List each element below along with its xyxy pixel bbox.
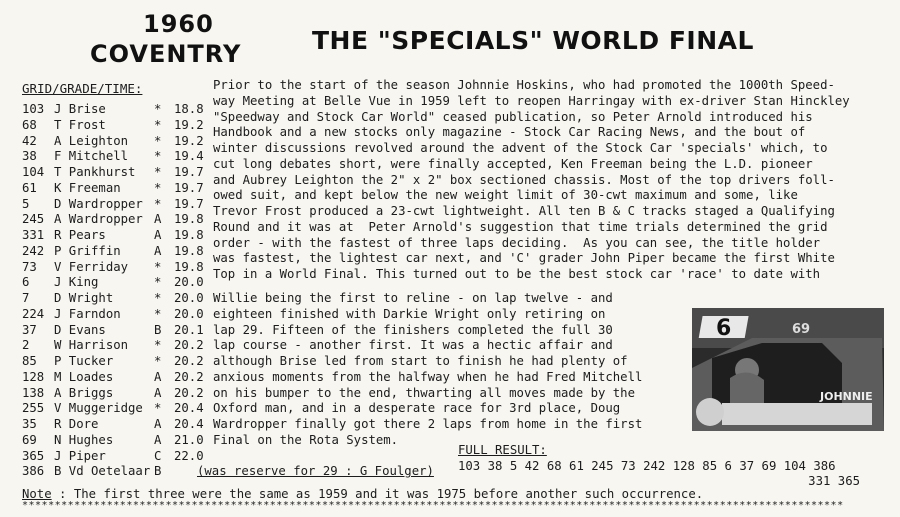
article-line: owed suit, and kept below the new weight limit of 30-cwt maximum and some, like xyxy=(213,188,798,203)
reserve-note: (was reserve for 29 : G Foulger) xyxy=(197,464,434,479)
grid-grade: * xyxy=(154,401,162,416)
grid-time: 19.7 xyxy=(174,165,204,179)
rear-number: 69 xyxy=(792,322,811,337)
grid-time: 20.4 xyxy=(174,417,204,431)
grid-time: 20.4 xyxy=(174,401,204,416)
grid-name: F Mitchell xyxy=(54,149,129,164)
grid-no: 365 xyxy=(22,448,45,463)
grid-grade: * xyxy=(154,117,162,132)
grid-no: 224 xyxy=(22,306,45,321)
grid-no: 61 xyxy=(22,180,37,195)
grid-no: 7 xyxy=(22,291,30,305)
grid-grade: * xyxy=(154,180,162,195)
article-line: way Meeting at Belle Vue in 1959 left to reopen Harringay with ex-driver Stan Hinckley xyxy=(213,93,850,108)
grid-time: 19.8 xyxy=(174,243,204,258)
divider-asterisks: ****************************************************************************************************************************** xyxy=(22,500,844,511)
grid-name: P Tucker xyxy=(54,354,114,368)
grid-name: T Frost xyxy=(54,117,106,132)
grid-grade: * xyxy=(154,275,162,290)
article-line: eighteen finished with Darkie Wright only retiring on xyxy=(213,306,606,321)
grid-time: 20.2 xyxy=(174,354,204,368)
grid-grade: B xyxy=(154,322,162,337)
article-paragraph-top xyxy=(213,78,893,283)
grid-no: 37 xyxy=(22,322,37,337)
page-title: THE "SPECIALS" WORLD FINAL xyxy=(312,26,754,55)
article-paragraph-left xyxy=(213,291,693,449)
article-line: although Brise led from start to finish he had plenty of xyxy=(213,354,628,368)
grid-time: 21.0 xyxy=(174,432,204,447)
article-line: Handbook and a new stocks only magazine - Stock Car Racing News, and the bout of xyxy=(213,125,806,140)
grid-name: W Harrison xyxy=(54,338,129,353)
grid-time: 19.2 xyxy=(174,133,204,148)
car-number: 6 xyxy=(716,316,732,341)
grid-name: D Wright xyxy=(54,291,114,305)
full-result-line-2: 331 365 xyxy=(808,474,860,488)
grid-grade: * xyxy=(154,196,162,211)
grid-grade: A xyxy=(154,369,162,384)
stock-car-image xyxy=(692,308,884,431)
grid-grade: * xyxy=(154,291,162,305)
grid-no: 6 xyxy=(22,275,30,290)
grid-time: 19.7 xyxy=(174,180,204,195)
grid-no: 35 xyxy=(22,417,37,431)
grid-name: R Dore xyxy=(54,417,99,431)
grid-grade: A xyxy=(154,385,162,400)
car-side-lettering: JOHNNIE xyxy=(820,390,873,403)
grid-name: M Loades xyxy=(54,369,114,384)
grid-no: 104 xyxy=(22,165,45,179)
grid-time: 19.8 xyxy=(174,228,204,242)
grid-grade: A xyxy=(154,432,162,447)
grid-name: D Wardropper xyxy=(54,196,143,211)
grid-no: 245 xyxy=(22,212,45,227)
article-line: Top in a World Final. This turned out to be the best stock car 'race' to date with xyxy=(213,267,821,281)
note-label: Note xyxy=(22,487,52,501)
grid-grade: A xyxy=(154,417,162,431)
grid-time: 19.4 xyxy=(174,149,204,164)
grid-no: 255 xyxy=(22,401,45,416)
grid-no: 69 xyxy=(22,432,37,447)
grid-name: V Ferriday xyxy=(54,259,129,274)
grid-name: J Farndon xyxy=(54,306,121,321)
grid-no: 5 xyxy=(22,196,30,211)
article-line: "Speedway and Stock Car World" ceased publication, so Peter Arnold introduced his xyxy=(213,109,813,124)
grid-time: 19.7 xyxy=(174,196,204,211)
grid-grade: B xyxy=(154,464,162,479)
grid-grade: * xyxy=(154,306,162,321)
grid-no: 331 xyxy=(22,228,45,242)
grid-name: A Leighton xyxy=(54,133,129,148)
grid-name: V Muggeridge xyxy=(54,401,143,416)
article-line: lap course - another first. It was a hectic affair and xyxy=(213,338,613,353)
grid-grade: * xyxy=(154,149,162,164)
grid-grade: A xyxy=(154,243,162,258)
grid-time: 20.2 xyxy=(174,338,204,353)
grid-grade: * xyxy=(154,133,162,148)
grid-time: 20.2 xyxy=(174,385,204,400)
grid-no: 128 xyxy=(22,369,45,384)
race-photo xyxy=(692,308,884,431)
grid-name: A Wardropper xyxy=(54,212,143,227)
grid-name: K Freeman xyxy=(54,180,121,195)
grid-no: 38 xyxy=(22,149,37,164)
grid-time: 18.8 xyxy=(174,102,204,116)
grid-no: 138 xyxy=(22,385,45,400)
grid-grade: A xyxy=(154,212,162,227)
grid-grade: * xyxy=(154,259,162,274)
article-line: lap 29. Fifteen of the finishers completed the full 30 xyxy=(213,322,613,337)
grid-time: 20.2 xyxy=(174,369,204,384)
grid-time: 20.0 xyxy=(174,275,204,290)
grid-heading: GRID/GRADE/TIME: xyxy=(22,81,143,96)
note-text: : The first three were the same as 1959 and it was 1975 before another such occurrence. xyxy=(51,487,704,501)
grid-name: N Hughes xyxy=(54,432,114,447)
grid-name: J King xyxy=(54,275,99,290)
grid-no: 103 xyxy=(22,102,45,116)
article-line: Trevor Frost produced a 23-cwt lightweight. All ten B & C tracks staged a Qualifying xyxy=(213,204,835,218)
article-line: Wardropper finally got there 2 laps from home in the first xyxy=(213,417,643,431)
full-result-label: FULL RESULT: xyxy=(458,443,547,457)
article-line: order - with the fastest of three laps deciding. As you can see, the title holder xyxy=(213,235,821,250)
article-line: Prior to the start of the season Johnnie Hoskins, who had promoted the 1000th Speed- xyxy=(213,78,835,92)
grid-grade: C xyxy=(154,448,162,463)
grid-grade: * xyxy=(154,354,162,368)
article-line: anxious moments from the halfway when he had Fred Mitchell xyxy=(213,369,643,384)
grid-time: 19.8 xyxy=(174,259,204,274)
grid-time: 19.8 xyxy=(174,212,204,227)
grid-time: 20.0 xyxy=(174,306,204,321)
grid-grade: * xyxy=(154,338,162,353)
footnote xyxy=(22,487,703,501)
article-line: Oxford man, and in a desperate race for 3rd place, Doug xyxy=(213,401,621,416)
article-line: Willie being the first to reline - on lap twelve - and xyxy=(213,291,613,305)
grid-no: 85 xyxy=(22,354,37,368)
grid-name: J Brise xyxy=(54,102,106,116)
article-line: winter discussions revolved around the advent of the Stock Car 'specials' which, to xyxy=(213,141,828,155)
grid-time: 20.1 xyxy=(174,322,204,337)
grid-name: D Evans xyxy=(54,322,106,337)
article-line: on his bumper to the end, thwarting all moves made by the xyxy=(213,385,635,400)
grid-name: T Pankhurst xyxy=(54,165,136,179)
grid-name: A Briggs xyxy=(54,385,114,400)
grid-time: 22.0 xyxy=(174,448,204,463)
article-line: cut long debates short, were finally accepted, Ken Freeman being the L.D. pioneer xyxy=(213,156,813,171)
grid-grade: A xyxy=(154,228,162,242)
grid-no: 73 xyxy=(22,259,37,274)
grid-no: 2 xyxy=(22,338,30,353)
grid-no: 68 xyxy=(22,117,37,132)
article-line: Round and it was at Peter Arnold's suggestion that time trials determined the grid xyxy=(213,219,828,234)
grid-name: R Pears xyxy=(54,228,106,242)
full-result-line-1: 103 38 5 42 68 61 245 73 242 128 85 6 37 69 104 386 xyxy=(458,459,836,473)
grid-grade: * xyxy=(154,102,162,116)
venue-heading: COVENTRY xyxy=(90,40,242,68)
grid-no: 242 xyxy=(22,243,45,258)
article-line: was fastest, the lightest car next, and 'C' grader John Piper became the first White xyxy=(213,251,835,266)
grid-grade: * xyxy=(154,165,162,179)
article-line: Final on the Rota System. xyxy=(213,432,399,447)
grid-no: 42 xyxy=(22,133,37,148)
grid-no: 386 xyxy=(22,464,45,479)
grid-name: B Vd Oetelaar xyxy=(54,464,151,479)
grid-name: J Piper xyxy=(54,448,106,463)
grid-time: 20.0 xyxy=(174,291,204,305)
article-line: and Aubrey Leighton the 2" x 2" box sectioned chassis. Most of the top drivers foll- xyxy=(213,172,835,187)
year-heading: 1960 xyxy=(143,10,214,38)
grid-name: P Griffin xyxy=(54,243,121,258)
grid-time: 19.2 xyxy=(174,117,204,132)
